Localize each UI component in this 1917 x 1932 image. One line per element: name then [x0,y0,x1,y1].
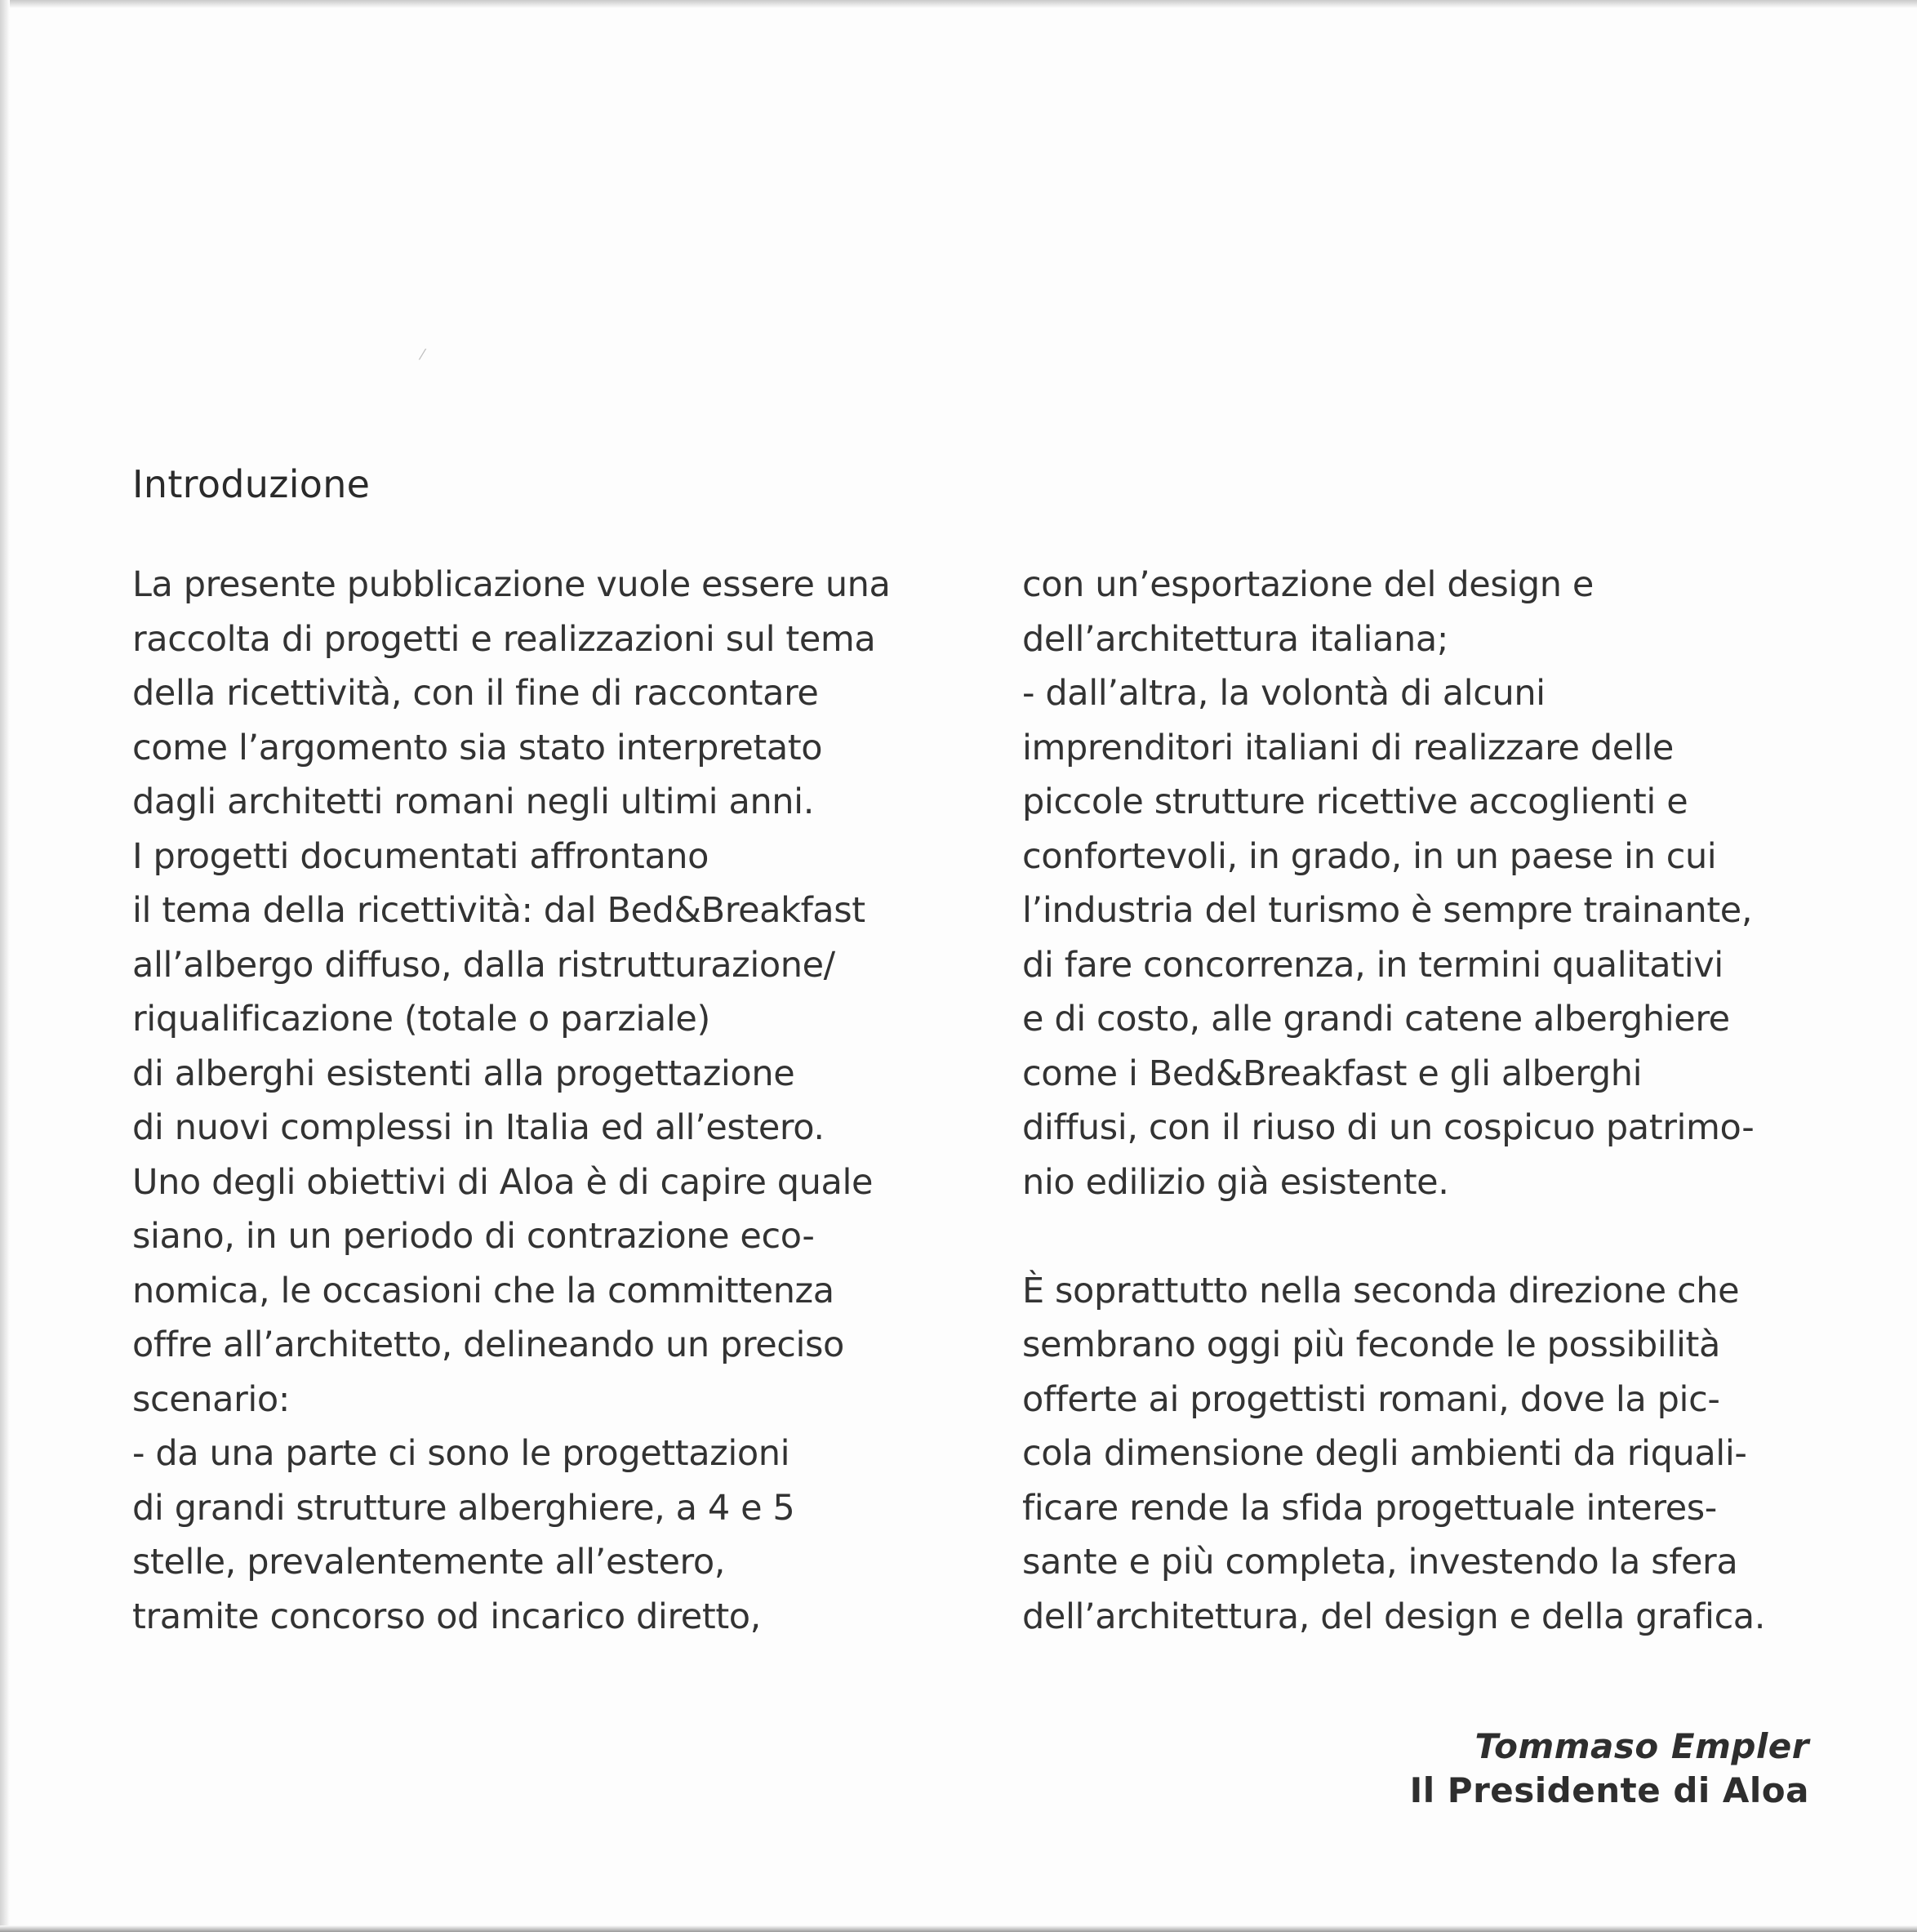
text-line: siano, in un periodo di contrazione eco- [132,1216,815,1257]
text-line: di grandi strutture alberghiere, a 4 e 5 [132,1487,795,1529]
text-line: cola dimensione degli ambienti da riquali- [1022,1433,1747,1474]
text-line: il tema della ricettività: dal Bed&Breakfast [132,890,865,931]
text-line: piccole strutture ricettive accoglienti e [1022,781,1688,822]
text-line: riqualificazione (totale o parziale) [132,999,710,1039]
text-line: tramite concorso od incarico diretto, [132,1596,761,1637]
text-line: - da una parte ci sono le progettazioni [132,1433,790,1474]
signature-name: Tommaso Empler [1474,1726,1809,1766]
text-line: raccolta di progetti e realizzazioni sul tema [132,618,876,660]
text-line: La presente pubblicazione vuole essere una [132,564,891,605]
paragraph-gap [1022,1209,1839,1264]
scan-edge-left [0,0,10,1932]
text-line: ficare rende la sfida progettuale interes- [1022,1487,1717,1529]
text-line: Uno degli obiettivi di Aloa è di capire quale [132,1161,874,1203]
left-column [132,558,949,1644]
text-line: l’industria del turismo è sempre trainante, [1022,890,1753,931]
text-line: diffusi, con il riuso di un cospicuo patrimo- [1022,1107,1755,1148]
scan-edge-top [0,0,1917,8]
text-line: di fare concorrenza, in termini qualitativi [1022,944,1724,986]
scan-edge-bottom [0,1925,1917,1932]
text-line: confortevoli, in grado, in un paese in cui [1022,835,1717,877]
text-line: dagli architetti romani negli ultimi anni. [132,781,814,822]
text-line: di nuovi complessi in Italia ed all’estero. [132,1107,825,1148]
text-line: nio edilizio già esistente. [1022,1161,1449,1203]
text-line: sembrano oggi più feconde le possibilità [1022,1324,1720,1365]
text-line: dell’architettura italiana; [1022,618,1448,660]
signature-block [1410,1725,1809,1813]
text-line: come l’argomento sia stato interpretato [132,727,823,768]
text-line: stelle, prevalentemente all’estero, [132,1542,726,1583]
text-line: di alberghi esistenti alla progettazione [132,1053,795,1094]
text-line: dell’architettura, del design e della grafica. [1022,1596,1766,1637]
text-line: con un’esportazione del design e [1022,564,1594,605]
text-line: offre all’architetto, delineando un preciso [132,1324,844,1365]
text-line: I progetti documentati affrontano [132,835,709,877]
right-column [1022,558,1839,1644]
text-line: È soprattutto nella seconda direzione che [1022,1270,1740,1311]
text-line: della ricettività, con il fine di raccontare [132,673,819,714]
text-line: scenario: [132,1378,290,1420]
text-line: come i Bed&Breakfast e gli alberghi [1022,1053,1643,1094]
page-title: Introduzione [132,462,371,506]
text-line: e di costo, alle grandi catene alberghiere [1022,999,1730,1039]
text-line: offerte ai progettisti romani, dove la pic- [1022,1378,1720,1420]
text-line: all’albergo diffuso, dalla ristrutturazione/ [132,944,835,986]
scan-speck: ⁄ [421,346,425,363]
signature-role: Il Presidente di Aloa [1409,1770,1809,1810]
text-line: imprenditori italiani di realizzare delle [1022,727,1674,768]
text-line: - dall’altra, la volontà di alcuni [1022,673,1546,714]
text-line: sante e più completa, investendo la sfera [1022,1542,1738,1583]
text-line: nomica, le occasioni che la committenza [132,1270,834,1311]
